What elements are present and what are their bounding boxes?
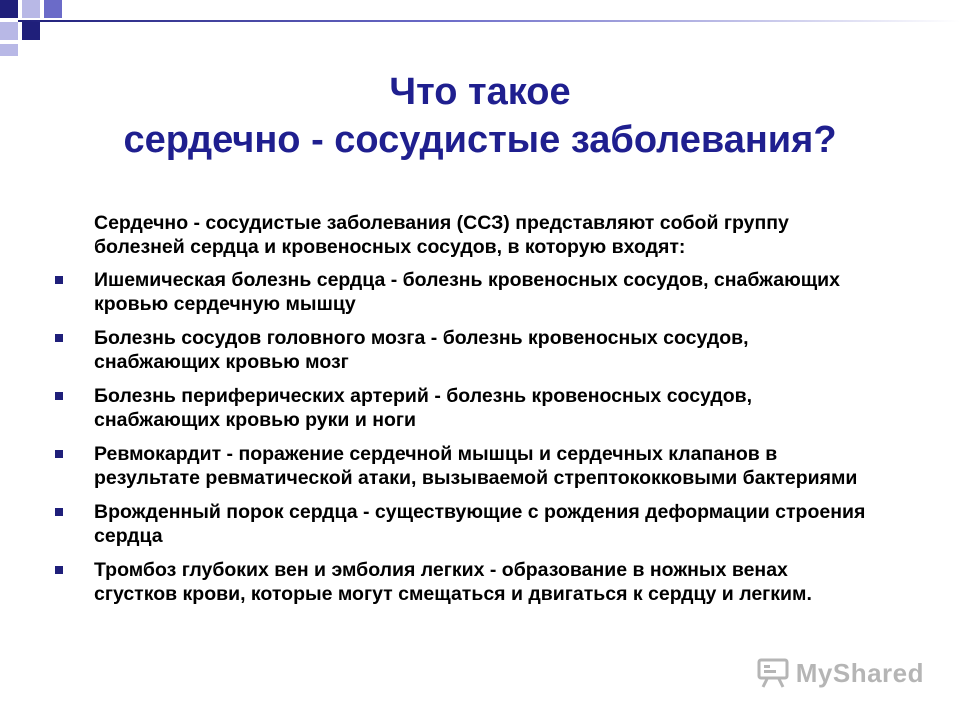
deco-square-lavender-2: [0, 22, 18, 40]
intro-paragraph: Сердечно - сосудистые заболевания (ССЗ) представляют собой группу болезней сердца и кровеносных сосудов, в которую входят:: [94, 212, 789, 258]
deco-square-lavender-3: [0, 44, 18, 56]
list-item: [54, 326, 874, 374]
square-bullet-icon: [55, 450, 63, 458]
deco-square-navy: [0, 0, 18, 18]
bullet-list: [54, 268, 874, 606]
header-gradient-line: [18, 20, 960, 22]
list-item: [54, 500, 874, 548]
square-bullet-icon: [55, 276, 63, 284]
list-item-text: Болезнь периферических артерий - болезнь кровеносных сосудов, снабжающих кровью руки и ноги: [94, 385, 753, 431]
watermark: [756, 656, 924, 690]
list-item-text: Ревмокардит - поражение сердечной мышцы и сердечных клапанов в результате ревматической атаки, вызываемой стрептококковыми бактериями: [94, 443, 858, 489]
list-item-text: Тромбоз глубоких вен и эмболия легких - образование в ножных венах сгустков крови, которые могут смещаться и двигаться к сердцу и легким.: [94, 559, 812, 605]
square-bullet-icon: [55, 334, 63, 342]
list-item-text: Болезнь сосудов головного мозга - болезнь кровеносных сосудов, снабжающих кровью мозг: [94, 327, 749, 373]
list-item: [54, 558, 874, 606]
corner-decoration: [0, 0, 960, 60]
slide-body: [54, 211, 874, 616]
watermark-text: MyShared: [795, 657, 924, 688]
deco-square-lavender: [22, 0, 40, 18]
deco-square-navy-2: [22, 22, 40, 40]
list-item: [54, 384, 874, 432]
list-item-text: Ишемическая болезнь сердца - болезнь кровеносных сосудов, снабжающих кровью сердечную мышцу: [94, 269, 841, 315]
title-line-2: сердечно - сосудистые заболевания?: [123, 119, 837, 161]
list-item-text: Врожденный порок сердца - существующие с рождения деформации строения сердца: [94, 501, 866, 547]
square-bullet-icon: [55, 566, 63, 574]
square-bullet-icon: [55, 508, 63, 516]
slide-title: [20, 68, 940, 164]
presentation-board-icon: [756, 658, 790, 688]
list-item: [54, 268, 874, 316]
square-bullet-icon: [55, 392, 63, 400]
deco-square-blue: [44, 0, 62, 18]
title-line-1: Что такое: [389, 71, 571, 113]
list-item: [54, 442, 874, 490]
